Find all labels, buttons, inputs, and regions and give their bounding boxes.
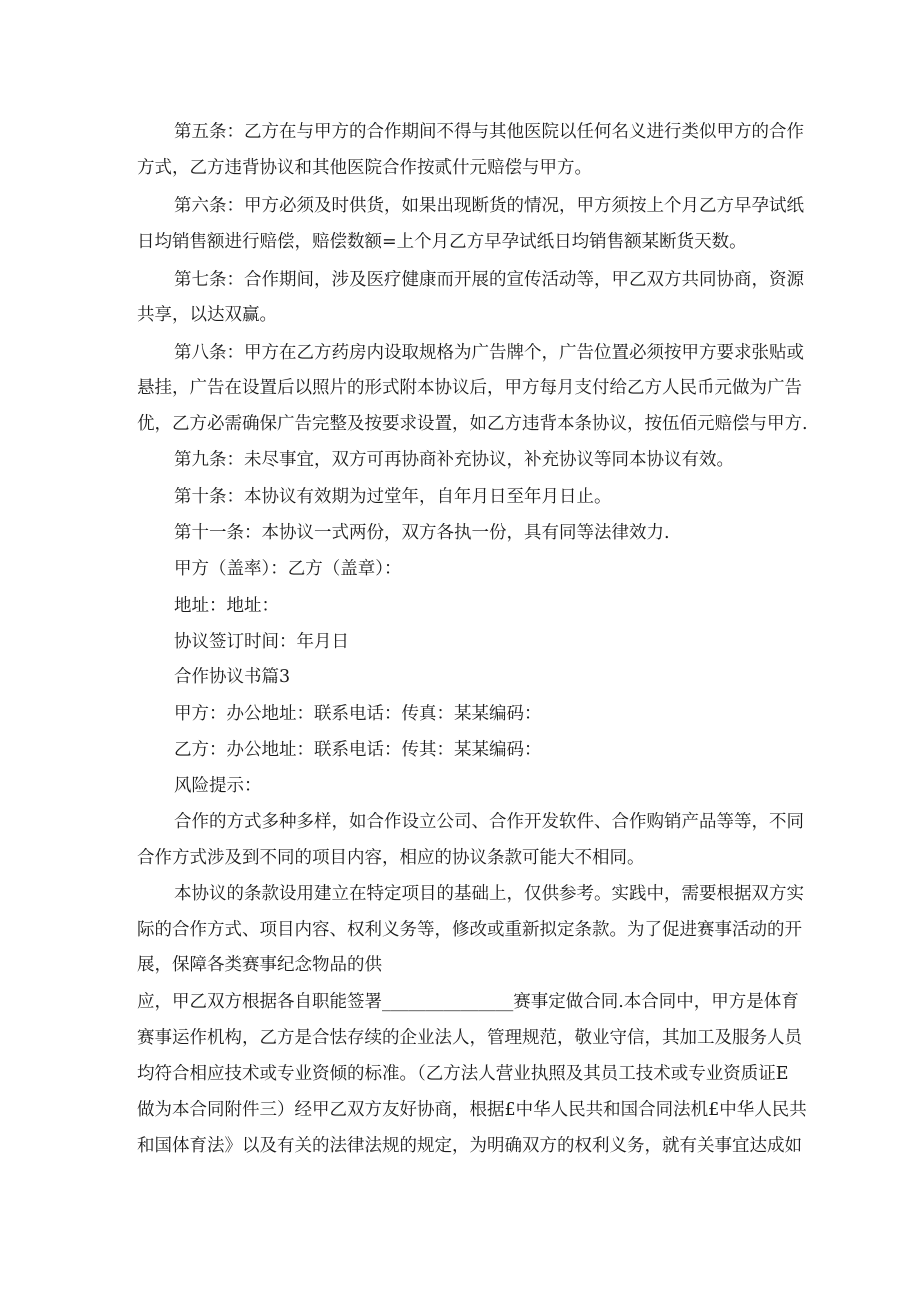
article6-line1: 第六条：甲方必须及时供货，如果出现断货的情况，甲方须按上个月乙方早孕试纸 [174,196,804,216]
address-line: 地址：地址： [174,596,279,616]
article5-line1: 第五条：乙方在与甲方的合作期间不得与其他医院以任何名义进行类似甲方的合作 [174,122,804,142]
article9: 第九条：未尽事宜，双方可再协商补充协议，补充协议等同本协议有效。 [174,450,734,470]
article8-line3: 优，乙方必需确保广告完整及按要求设置，如乙方违背本条协议，按伍佰元赔偿与甲方. [137,414,808,434]
article8-line1: 第八条：甲方在乙方药房内设取规格为广告牌个，广告位置必须按甲方要求张贴或 [174,343,804,363]
contract-para-line2: 赛事运作机构，乙方是合怯存续的企业法人，管理规范，敬业守信，其加工及服务人员 [137,1028,802,1048]
article7-line2: 共享，以达双赢。 [137,305,277,325]
article8-line2: 悬挂，广告在设置后以照片的形式附本协议后，甲方每月支付给乙方人民币元做为广告 [137,378,802,398]
signature-line: 甲方（盖率）：乙方（盖章）： [174,559,402,579]
risk-para2-line1: 本协议的条款设用建立在特定项目的基础上，仅供参考。实践中，需要根据双方实 [174,884,804,904]
article10: 第十条：本协议有效期为过堂年，自年月日至年月日止。 [174,487,612,507]
contract-para-line4: 做为本合同附件三）经甲乙双方友好协商，根据£中华人民共和国合同法机£中华人民共 [137,1100,807,1120]
section-title: 合作协议书篇3 [174,667,291,687]
article11: 第十一条：本协议一式两份，双方各执一份，具有同等法律效力. [174,523,670,543]
risk-para1-line2: 合作方式涉及到不同的项目内容，相应的协议条款可能大不相同。 [137,848,645,868]
risk-para2-line3: 展，保障各类赛事纪念物品的供 [137,955,382,975]
article6-line2: 日均销售额进行赔偿，赔偿数额=上个月乙方早孕试纸日均销售额某断货天数。 [137,232,747,252]
article5-line2: 方式，乙方违背协议和其他医院合作按贰什元赔偿与甲方。 [137,158,592,178]
party-b-info: 乙方：办公地址：联系电话：传其：某某编码： [174,740,542,760]
party-a-info: 甲方：办公地址：联系电话：传真：某某编码： [174,704,542,724]
contract-para-line1: 应，甲乙双方根据各自职能签署_______________赛事定做合同.本合同中，甲方是体育 [137,992,799,1012]
contract-para-line3: 均符合相应技术或专业资倾的标准。（乙方法人营业执照及其员工技术或专业资质证E [137,1064,789,1084]
article7-line1: 第七条：合作期间，涉及医疗健康而开展的宣传活动等，甲乙双方共同协商，资源 [174,270,804,290]
risk-para2-line2: 际的合作方式、项目内容、权利义务等，修改或重新拟定条款。为了促进赛事活动的开 [137,920,802,940]
risk-heading: 风险提示： [174,776,262,796]
signing-time: 协议签订时间：年月日 [174,632,349,652]
contract-para-line5: 和国体育法》以及有关的法律法规的规定，为明确双方的权利义务，就有关事宜达成如 [137,1136,802,1156]
risk-para1-line1: 合作的方式多种多样，如合作设立公司、合作开发软件、合作购销产品等等，不同 [174,812,804,832]
